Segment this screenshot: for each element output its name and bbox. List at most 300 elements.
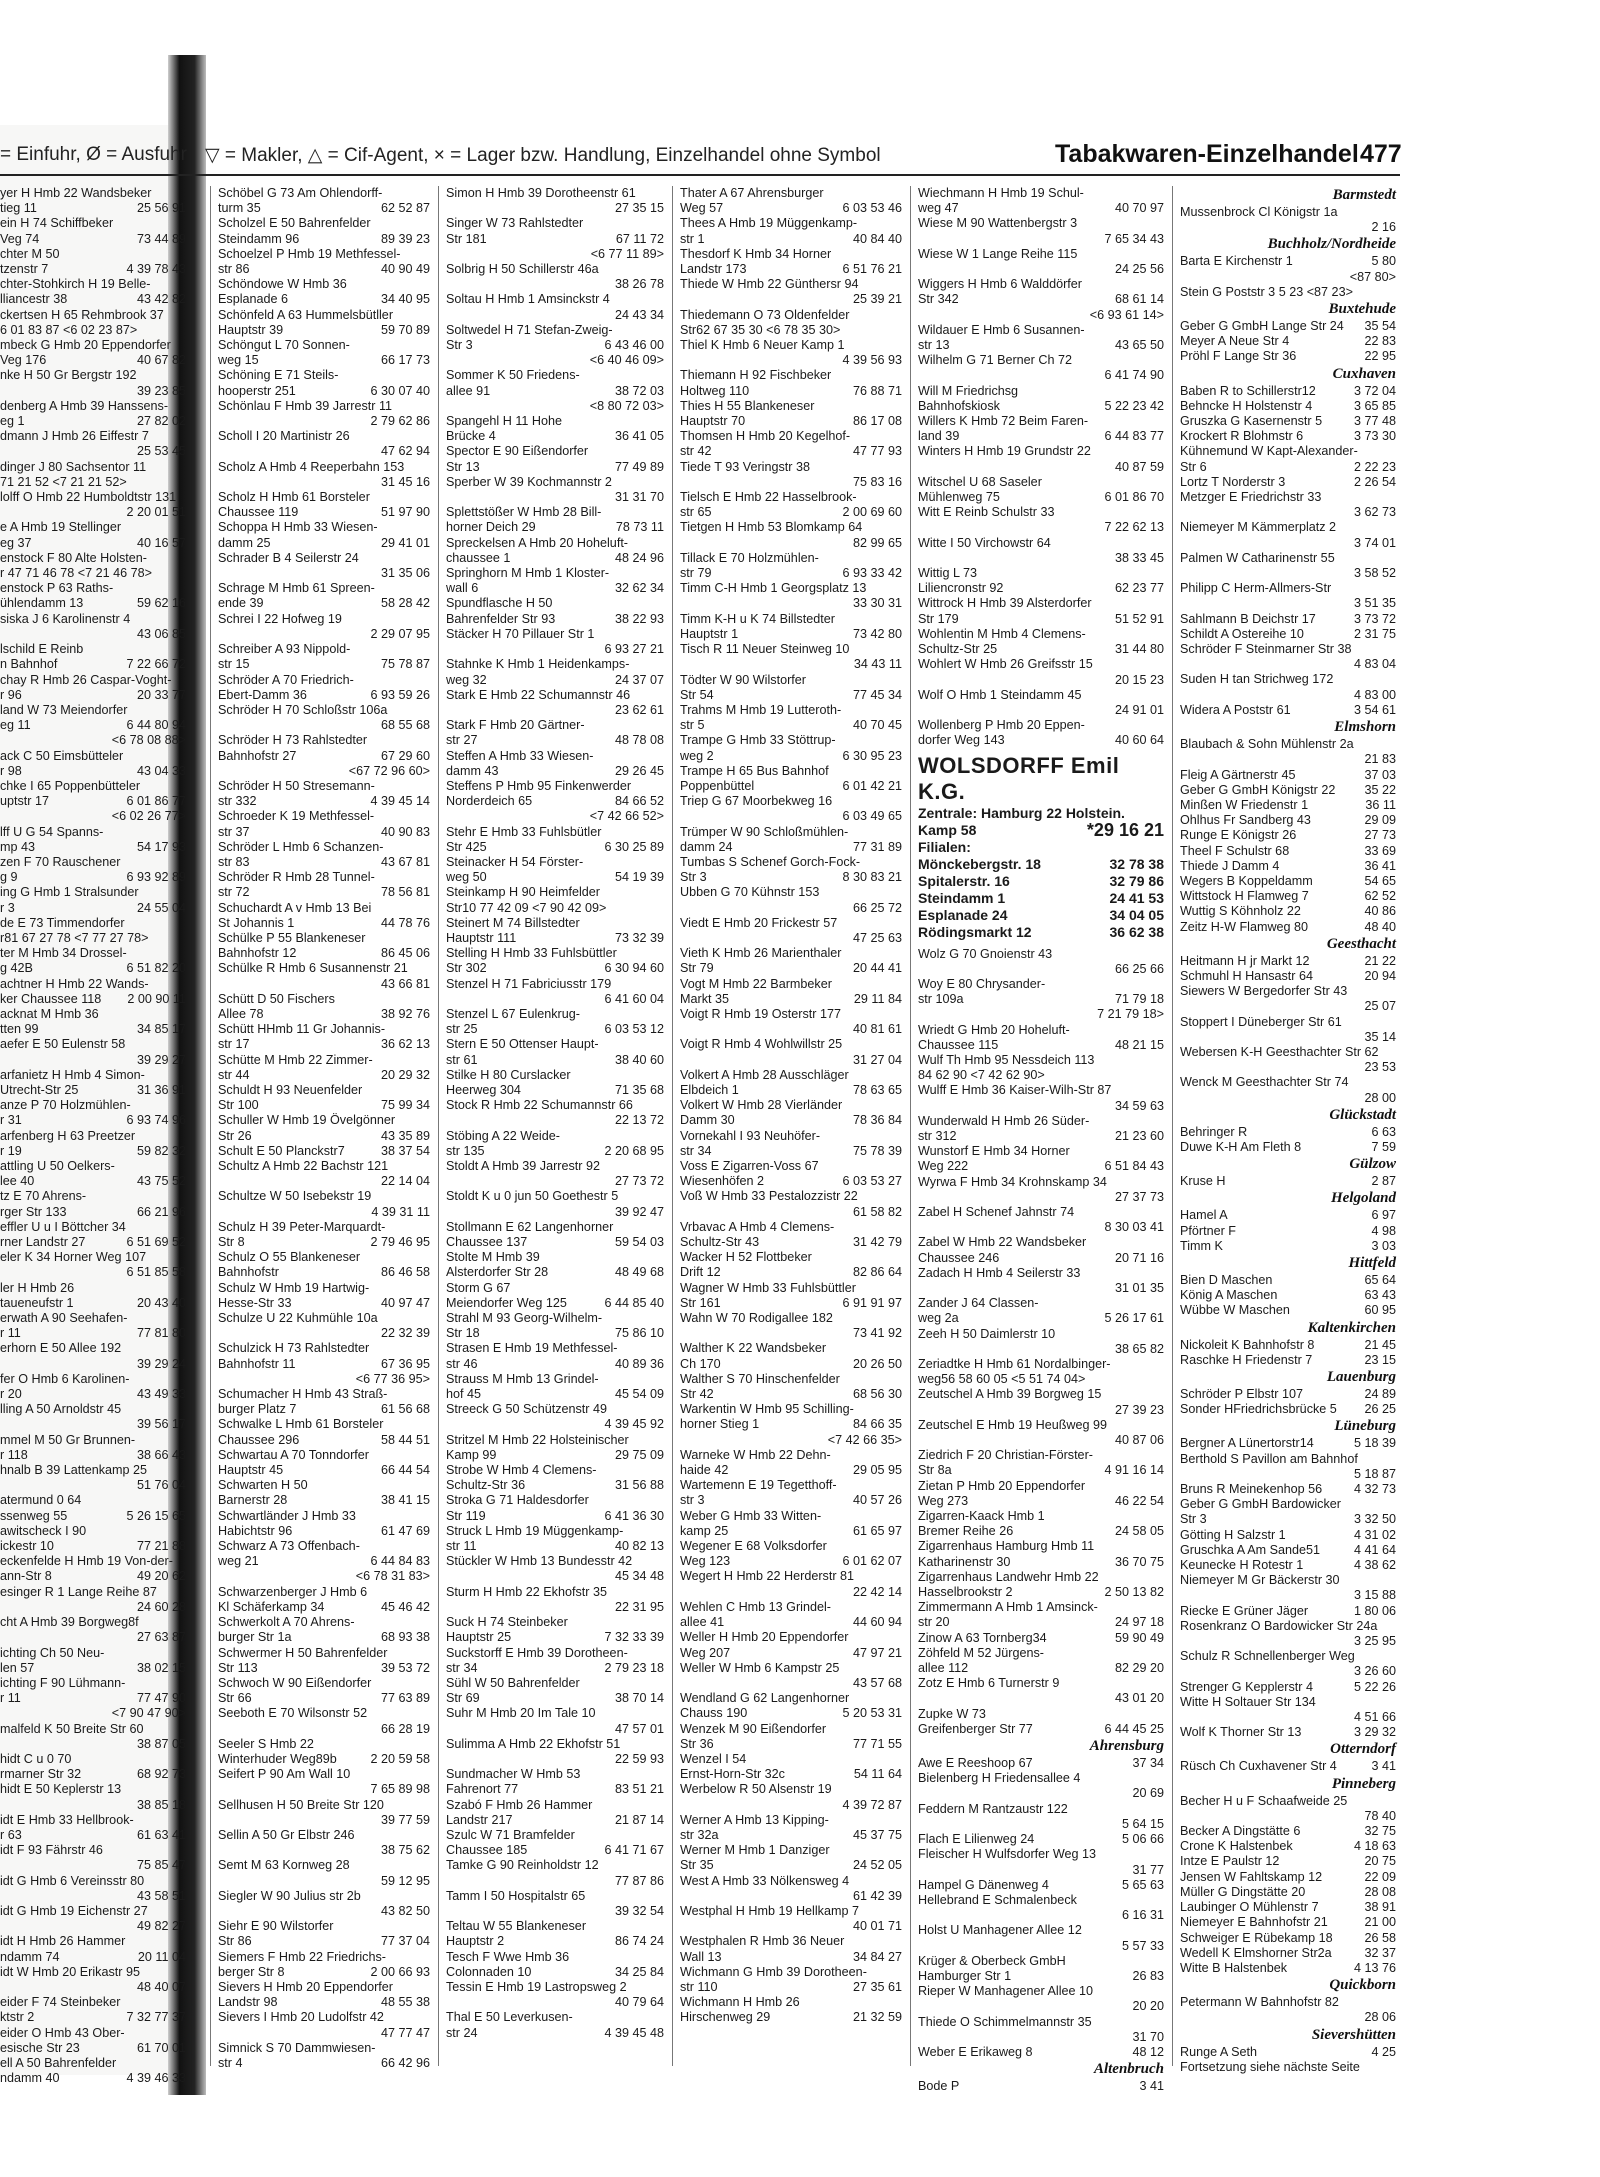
entry-phone [898,186,902,201]
directory-entry [1180,1839,1396,1854]
directory-entry [446,1995,664,2010]
entry-name-address: Springhorn M Hmb 1 Kloster- [446,566,610,581]
directory-entry [0,642,186,657]
column-divider [438,186,439,2066]
entry-name-address: cht A Hmb 39 Borgweg8f [0,1615,139,1630]
directory-entry [680,581,902,596]
entry-phone [426,1113,430,1128]
directory-entry [1180,319,1396,334]
directory-entry [218,642,430,657]
directory-entry [918,1954,1164,1969]
entry-phone: 75 78 39 [852,1143,902,1158]
entry-name-address: Katharinenstr 30 [918,1554,1011,1569]
entry-name-address: Weg 57 [680,201,724,216]
entry-phone [1160,1923,1164,1938]
directory-entry [218,1858,430,1873]
entry-name-address: ickestr 10 [0,1539,54,1554]
entry-phone [898,1189,902,1204]
directory-entry [0,232,186,247]
directory-entry [918,1114,1164,1129]
entry-phone: 4 25 [1371,2044,1396,2059]
directory-entry [0,1205,186,1220]
entry-name-address: Schwalke L Hmb 61 Borsteler [218,1417,384,1432]
entry-phone: 8 30 03 41 [1104,1220,1164,1235]
entry-name-address: Steinert M 74 Billstedter [446,915,580,930]
entry-phone: 44 60 94 [852,1615,902,1630]
entry-phone [426,673,430,688]
entry-phone [1160,1707,1164,1722]
entry-name-address: Barta E Kirchenstr 1 [1180,254,1293,269]
directory-entry [680,1615,902,1630]
entry-phone: 43 65 50 [1114,338,1164,353]
entry-phone [660,505,664,520]
entry-name-address: Schrader B 4 Seilerstr 24 [218,550,359,565]
directory-entry [680,232,902,247]
directory-entry [1180,920,1396,935]
directory-entry [680,733,902,748]
directory-entry [0,840,186,855]
directory-entry [680,1144,902,1159]
entry-phone: 68 61 14 [1114,292,1164,307]
entry-phone: 20 29 32 [380,1067,430,1082]
directory-entry [1180,904,1396,919]
directory-entry [1180,551,1396,566]
entry-phone: 62 52 [1364,889,1396,904]
entry-phone: <6 93 61 14> [1089,307,1164,322]
directory-entry [680,1129,902,1144]
entry-phone: 27 39 23 [1114,1402,1164,1417]
entry-name-address: idt W Hmb 20 Erikastr 95 [0,1964,140,1979]
entry-name-address: siska J 6 Karolinenstr 4 [0,611,131,626]
entry-name-address: str 32a [680,1827,719,1842]
entry-phone: 24 25 56 [1114,262,1164,277]
entry-phone: 7 22 62 13 [1104,520,1164,535]
entry-name-address: Spreckelsen A Hmb 20 Hoheluft- [446,535,629,550]
directory-entry [1180,270,1396,285]
directory-entry [918,1433,1164,1448]
directory-entry [1180,460,1396,475]
directory-entry [0,1433,186,1448]
directory-entry [218,718,430,733]
entry-name-address: Wohlert W Hmb 26 Greifsstr 15 [918,657,1093,672]
entry-phone [898,1630,902,1645]
entry-phone [426,1387,430,1402]
directory-entry [0,247,186,262]
directory-entry [446,1691,664,1706]
directory-entry [446,1889,664,1904]
entry-phone [898,977,902,992]
entry-phone: 68 56 30 [852,1387,902,1402]
entry-phone: 2 20 68 95 [604,1143,664,1158]
entry-phone: 6 93 27 21 [604,642,664,657]
directory-entry [446,992,664,1007]
entry-phone: 5 64 15 [1121,1816,1164,1831]
entry-name-address: Stritzel M Hmb 22 Holsteinischer [446,1432,629,1447]
entry-phone [660,901,664,916]
entry-phone [660,1646,664,1661]
entry-phone [426,870,430,885]
entry-phone [426,642,430,657]
entry-name-address: Pröhl F Lange Str 36 [1180,349,1297,364]
directory-entry [918,384,1164,399]
directory-entry [446,1265,664,1280]
directory-entry [1180,1619,1396,1634]
directory-entry [218,1144,430,1159]
directory-entry [918,1863,1164,1878]
directory-entry [1180,954,1396,969]
directory-entry [918,216,1164,231]
entry-phone [182,1813,186,1828]
directory-entry [680,1889,902,1904]
entry-name-address: ühlendamm 13 [0,596,84,611]
directory-column-2 [446,186,664,2076]
entry-phone [426,840,430,855]
directory-entry [680,1159,902,1174]
directory-entry [918,1893,1164,1908]
directory-entry [0,353,186,368]
entry-name-address: Markt 35 [680,991,729,1006]
entry-phone: 27 82 02 [136,414,186,429]
entry-phone [660,292,664,307]
entry-phone [898,1539,902,1554]
entry-phone [182,1129,186,1144]
entry-name-address: Schultz-Str 25 [918,642,998,657]
entry-phone: 77 21 88 [136,1539,186,1554]
entry-name-address: str 72 [218,885,250,900]
directory-entry [446,1189,664,1204]
directory-entry [918,1281,1164,1296]
entry-name-address: ack C 50 Eimsbütteler [0,748,124,763]
entry-name-address: Wunstorf E Hmb 34 Horner [918,1144,1070,1159]
entry-phone: 2 79 62 86 [370,414,430,429]
directory-entry [0,536,186,551]
directory-entry [918,292,1164,307]
entry-phone: 22 59 93 [614,1751,664,1766]
entry-phone [660,444,664,459]
entry-phone: 37 03 [1364,767,1396,782]
entry-phone [182,2056,186,2071]
directory-entry [680,1980,902,1995]
entry-phone [660,1341,664,1356]
entry-phone [426,1189,430,1204]
entry-phone [426,247,430,262]
entry-phone [1160,627,1164,642]
directory-entry [446,1007,664,1022]
entry-name-address: Voigt R Hmb 4 Wohlwillstr 25 [680,1037,843,1052]
directory-entry [918,1479,1164,1494]
directory-entry [1180,475,1396,490]
entry-phone [182,1220,186,1235]
entry-phone [660,1281,664,1296]
entry-name-address: Schütt HHmb 11 Gr Johannis- [218,1022,386,1037]
entry-name-address: Schmuhl H Hansastr 64 [1180,968,1313,983]
entry-name-address: Str62 67 35 30 <6 78 35 30> [680,322,841,337]
directory-entry [218,1159,430,1174]
entry-name-address: esinger R 1 Lange Reihe 87 [0,1584,157,1599]
ad-phone: *29 16 21 [1086,819,1164,840]
entry-phone: 4 91 16 14 [1104,1463,1164,1478]
entry-phone [1160,596,1164,611]
directory-entry [918,1129,1164,1144]
directory-entry [1180,429,1396,444]
entry-name-address: esische Str 23 [0,2040,80,2055]
entry-phone: <6 40 46 09> [589,353,664,368]
directory-entry [218,414,430,429]
directory-entry [1180,520,1396,535]
town-heading: Buchholz/Nordheide [1267,236,1396,253]
directory-entry [0,1813,186,1828]
entry-name-address: damm 43 [446,763,499,778]
directory-entry [446,1174,664,1189]
directory-entry [0,916,186,931]
directory-entry [446,1843,664,1858]
entry-phone [426,1585,430,1600]
section-title: Tabakwaren-Einzelhandel [1055,140,1359,168]
entry-phone: 77 87 86 [614,1873,664,1888]
ad-branch-address: Mönckebergstr. 18 [918,855,1041,872]
directory-entry [680,1007,902,1022]
entry-phone [426,308,430,323]
entry-name-address: Str 3 [446,338,473,353]
directory-entry [680,1311,902,1326]
entry-name-address: 6 01 83 87 <6 02 23 87> [0,322,138,337]
entry-name-address: Müller G Dingstätte 20 [1180,1884,1306,1899]
entry-name-address: Schrei I 22 Hofweg 19 [218,611,342,626]
entry-phone: 38 37 54 [380,1143,430,1158]
entry-name-address: r 11 [0,1691,21,1706]
directory-entry [446,1402,664,1417]
entry-phone: 43 67 81 [380,854,430,869]
directory-entry [218,338,430,353]
entry-phone [898,216,902,231]
directory-entry [918,1771,1164,1786]
ad-branch-phone: 24 41 53 [1109,889,1164,906]
entry-name-address: Schweiger E Rübekamp 18 [1180,1930,1333,1945]
directory-entry [0,1752,186,1767]
entry-phone: 82 86 64 [852,1265,902,1280]
entry-name-address: Wiesenhöfen 2 [680,1174,765,1189]
directory-entry [680,1463,902,1478]
entry-phone [660,1919,664,1934]
directory-entry [218,596,430,611]
entry-phone [1392,490,1396,505]
entry-name-address: Petermann W Bahnhofstr 82 [1180,1995,1339,2010]
entry-phone [182,916,186,931]
entry-phone [660,1767,664,1782]
directory-entry [446,764,664,779]
entry-name-address: dmann J Hmb 26 Eiffestr 7 [0,429,149,444]
directory-entry [218,1934,430,1949]
entry-phone [182,931,186,946]
entry-phone [182,749,186,764]
entry-phone: 28 00 [1364,1090,1396,1105]
entry-name-address: Fleischer H Wulfsdorfer Weg 13 [918,1847,1097,1862]
entry-name-address: taueneufstr 1 [0,1295,74,1310]
directory-entry [680,1843,902,1858]
entry-name-address: ssenweg 55 [0,1508,68,1523]
ad-address: Kamp 58 [918,821,977,838]
entry-phone: 31 31 70 [614,490,664,505]
directory-entry [1180,254,1396,269]
directory-column-3 [680,186,902,2076]
directory-entry [218,277,430,292]
entry-phone: 4 39 45 14 [370,794,430,809]
directory-entry [0,870,186,885]
directory-entry [446,1311,664,1326]
directory-entry [446,673,664,688]
entry-name-address: Chaussee 115 [918,1037,999,1052]
entry-name-address: Norderdeich 65 [446,794,533,809]
directory-entry [1180,1140,1396,1155]
entry-name-address: Scholzel E 50 Bahrenfelder [218,216,371,231]
directory-entry [680,1250,902,1265]
entry-name-address: Spundflasche H 50 [446,596,553,611]
entry-phone: 29 05 95 [852,1463,902,1478]
entry-name-address: Soltwedel H 71 Stefan-Zweig- [446,322,613,337]
entry-phone: 22 09 [1364,1869,1396,1884]
entry-name-address: Zigarrenhaus Hamburg Hmb 11 [918,1539,1095,1554]
entry-name-address: Tiede T 93 Veringstr 38 [680,459,810,474]
entry-phone: 24 97 18 [1114,1615,1164,1630]
entry-phone [426,992,430,1007]
directory-entry [680,201,902,216]
directory-entry [0,1569,186,1584]
entry-name-address: g 42B [0,961,33,976]
entry-phone [660,1250,664,1265]
entry-name-address: 71 21 52 <7 21 21 52> [0,474,127,489]
entry-phone [182,581,186,596]
entry-phone: 27 35 61 [852,1979,902,1994]
entry-name-address: r 63 [0,1827,22,1842]
entry-name-address: Holtweg 110 [680,383,750,398]
directory-entry [1180,205,1396,220]
directory-entry [918,1661,1164,1676]
directory-entry [918,703,1164,718]
directory-entry [918,429,1164,444]
directory-entry [218,1326,430,1341]
directory-entry [218,1113,430,1128]
directory-entry [0,1326,186,1341]
entry-name-address: str 46 [446,1356,478,1371]
directory-entry [0,1250,186,1265]
entry-name-address: Brücke 4 [446,429,496,444]
entry-name-address: Bien D Maschen [1180,1272,1273,1287]
entry-phone [1160,718,1164,733]
directory-entry [1180,1573,1396,1588]
entry-name-address: Stilke H 80 Curslacker [446,1067,571,1082]
entry-phone [1160,1676,1164,1691]
entry-phone: 59 82 32 [136,1143,186,1158]
entry-phone [1392,984,1396,999]
entry-phone: 38 87 05 [136,1736,186,1751]
entry-phone: 39 56 17 [136,1417,186,1432]
entry-phone [660,1037,664,1052]
entry-phone [1160,1053,1164,1068]
ad-branch-address: Rödingsmarkt 12 [918,923,1032,940]
entry-name-address: Schönfeld A 63 Hummelsbütller [218,307,394,322]
directory-entry [0,931,186,946]
entry-phone: 58 28 42 [380,596,430,611]
entry-phone [426,186,430,201]
entry-name-address: str 3 [680,1493,705,1508]
entry-phone: 40 82 13 [614,1539,664,1554]
entry-name-address: Str 54 [680,687,714,702]
directory-entry [0,688,186,703]
directory-entry [680,1113,902,1128]
entry-name-address: Thiede O Schimmelmannstr 35 [918,2014,1092,2029]
entry-name-address: Riecke E Grüner Jäger [1180,1603,1309,1618]
entry-phone [660,1828,664,1843]
directory-entry [218,520,430,535]
entry-name-address: Stoldt A Hmb 39 Jarrestr 92 [446,1159,600,1173]
entry-name-address: Schulze U 22 Kuhmühle 10a [218,1311,378,1326]
entry-name-address: Heerweg 304 [446,1082,521,1097]
entry-name-address: Wuttig S Köhnholz 22 [1180,904,1301,919]
entry-phone: 3 73 30 [1353,429,1396,444]
entry-phone: 3 54 61 [1353,702,1396,717]
directory-entry [918,414,1164,429]
entry-name-address: dorfer Weg 143 [918,733,1005,748]
entry-name-address: Mühlenweg 75 [918,490,1000,505]
entry-phone: 3 41 [1139,2079,1164,2094]
directory-entry [680,627,902,642]
entry-phone: 54 11 64 [853,1767,902,1782]
directory-entry [0,1493,186,1508]
entry-phone [426,703,430,718]
entry-phone: 78 63 65 [852,1082,902,1097]
directory-entry [1180,813,1396,828]
entry-name-address: str 15 [218,657,250,672]
entry-name-address: Landstr 173 [680,262,747,277]
directory-entry [446,460,664,475]
entry-name-address: Raschke H Friedenstr 7 [1180,1352,1313,1367]
entry-phone: 6 51 76 21 [842,262,902,277]
directory-entry [0,2056,186,2071]
entry-phone: 86 46 58 [380,1265,430,1280]
entry-phone [426,277,430,292]
entry-phone: 6 30 94 60 [604,961,664,976]
town-heading: Elmshorn [1334,719,1396,736]
directory-entry [218,1098,430,1113]
entry-name-address: erwath A 90 Seehafen- [0,1311,128,1326]
directory-entry [680,1493,902,1508]
entry-phone: 2 16 [1371,220,1396,235]
entry-phone: 6 41 71 67 [604,1843,664,1858]
directory-entry [1180,1680,1396,1695]
directory-entry [0,1113,186,1128]
directory-entry [446,688,664,703]
entry-phone: 4 83 04 [1353,657,1396,672]
entry-name-address: ichting F 90 Lühmann- [0,1675,126,1690]
directory-entry [218,1402,430,1417]
directory-entry [1180,1649,1396,1664]
entry-phone [182,977,186,992]
entry-name-address: burger Platz 7 [218,1402,297,1417]
directory-entry [680,1083,902,1098]
directory-entry [0,1402,186,1417]
entry-phone: 66 25 72 [852,900,902,915]
entry-phone: 3 03 [1371,1238,1396,1253]
entry-phone: 86 74 24 [614,1934,664,1949]
directory-entry [918,1403,1164,1418]
entry-name-address: Trahms M Hmb 19 Lutteroth- [680,702,842,717]
entry-name-address: r 47 71 46 78 <7 21 46 78> [0,566,152,581]
directory-entry [1180,1125,1396,1140]
directory-entry [680,1661,902,1676]
entry-phone [660,1737,664,1752]
entry-name-address: horner Stieg 1 [680,1417,760,1432]
entry-name-address: Habichtstr 96 [218,1523,293,1538]
